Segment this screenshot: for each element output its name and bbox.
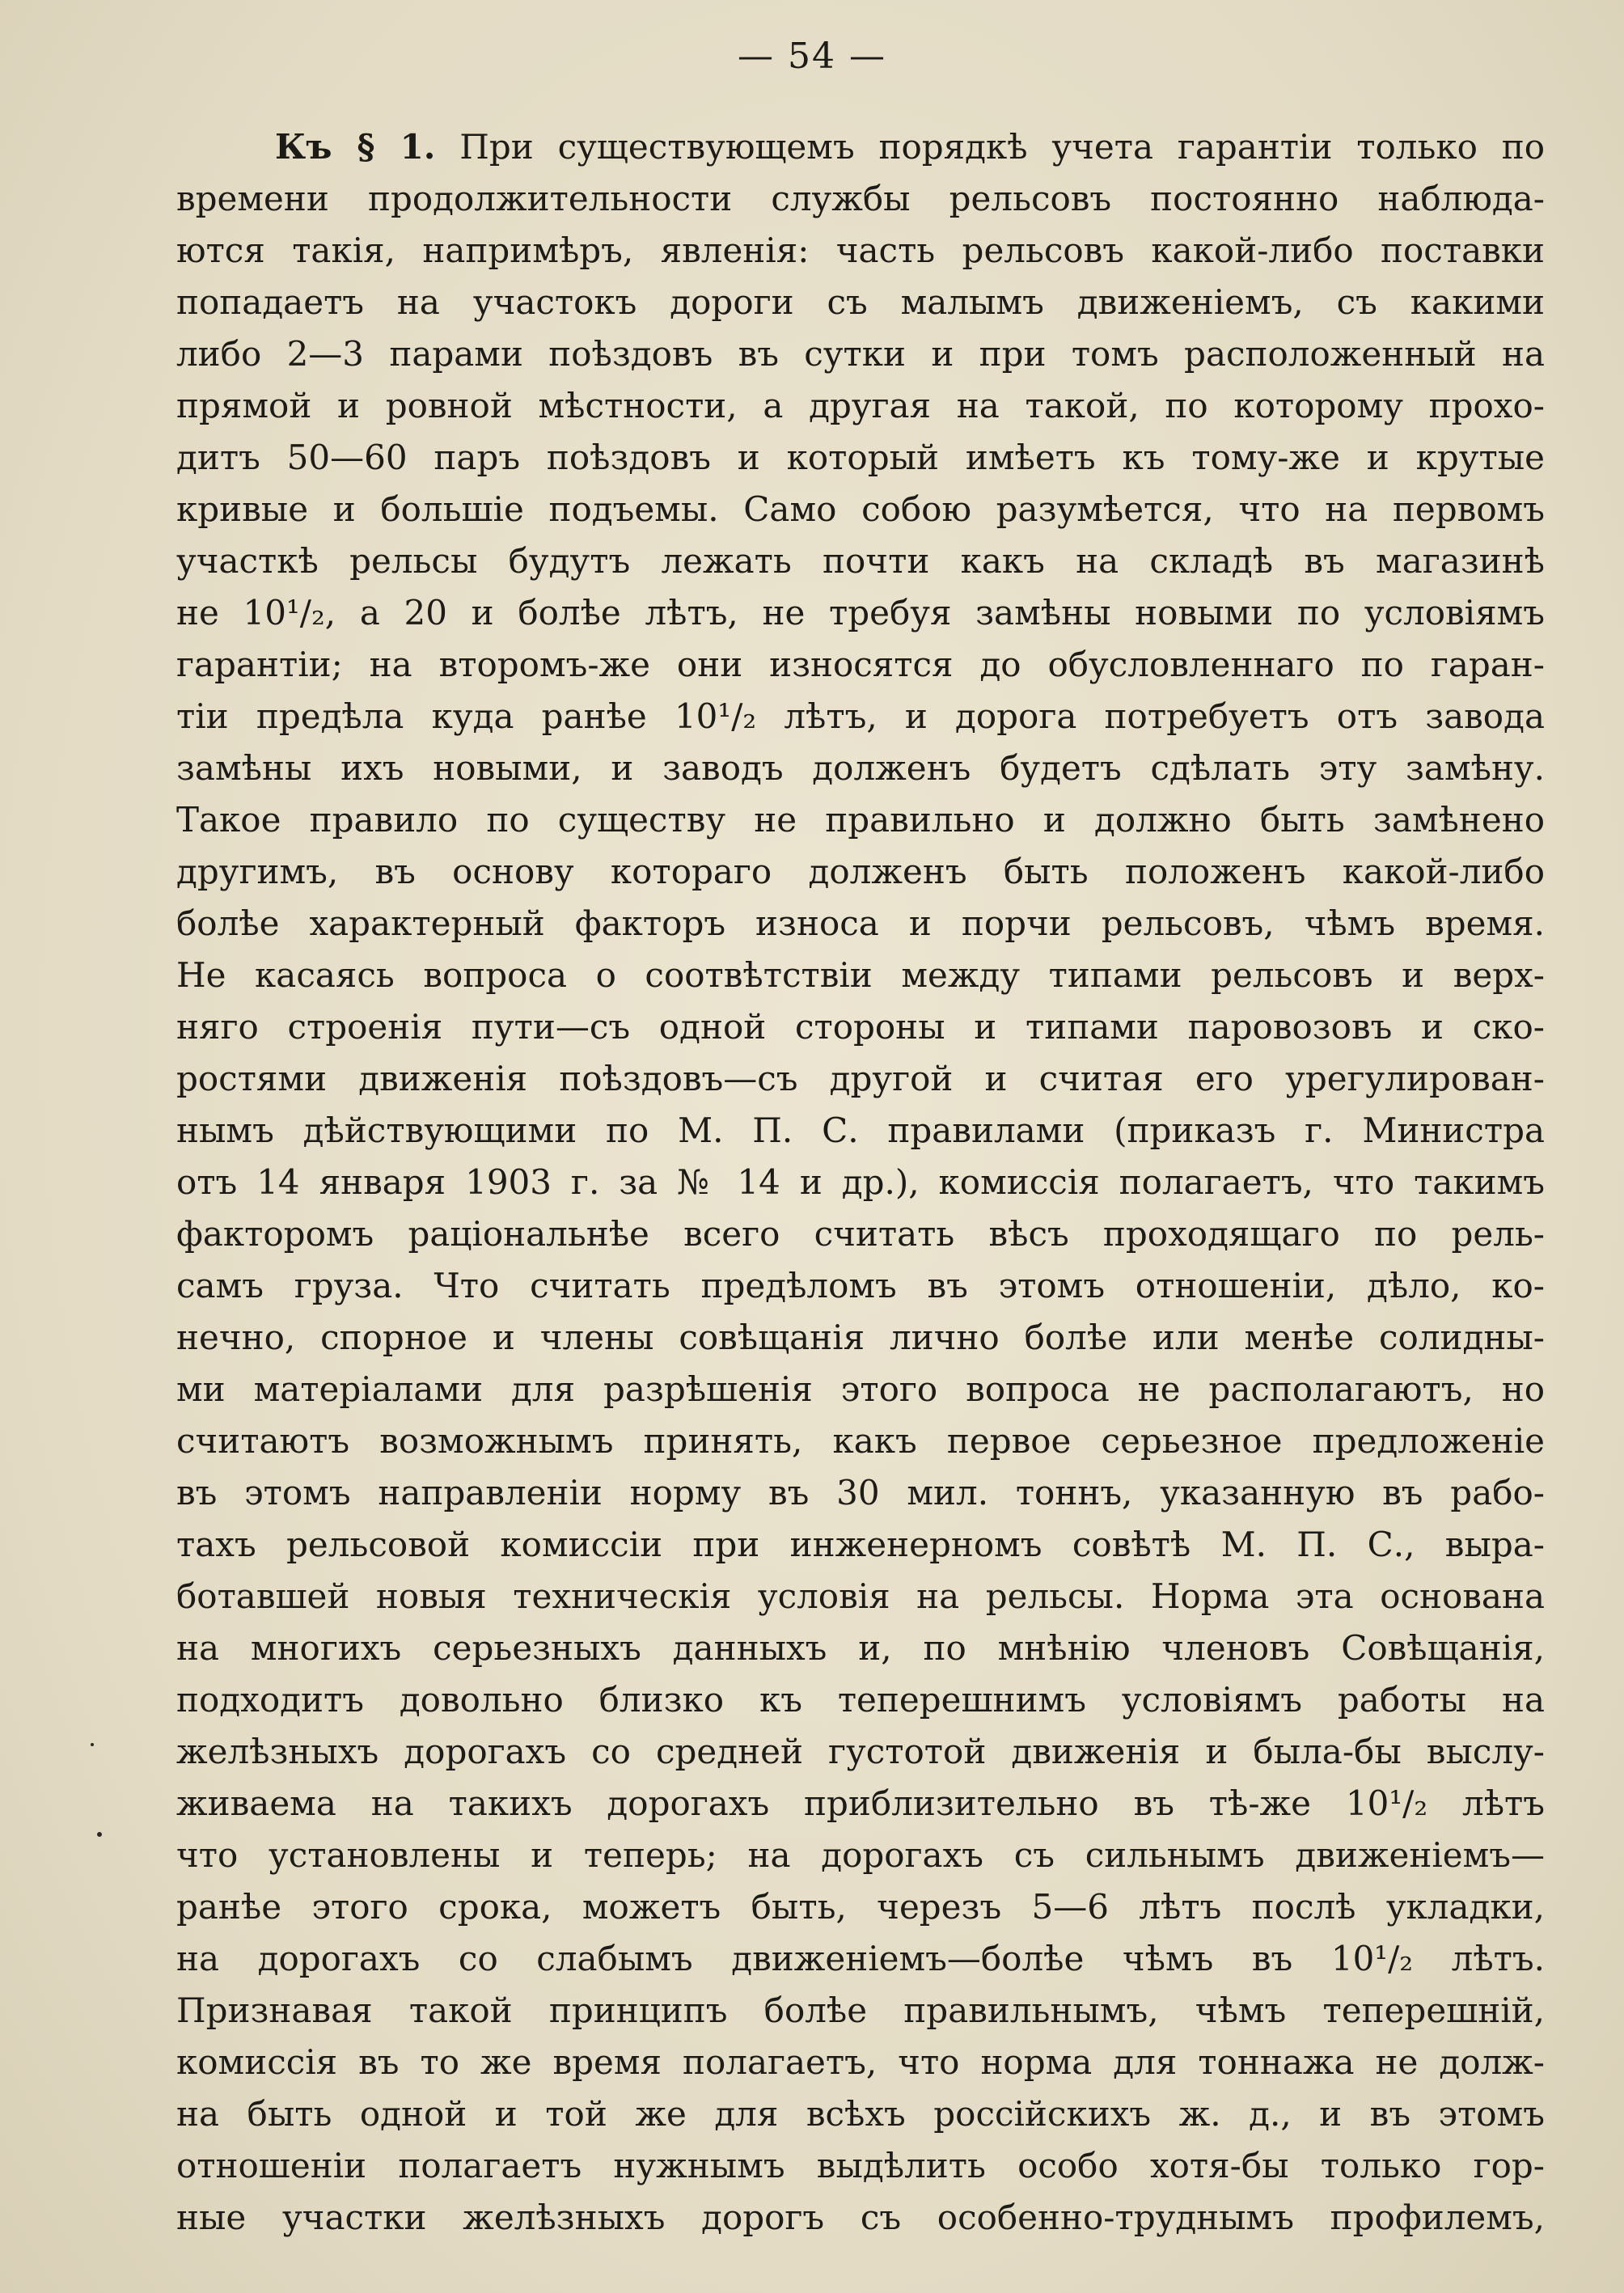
text-line: тахъ рельсовой комиссiи при инженерномъ совѣтѣ М. П. С., выра- [176,1525,1545,1564]
text-line: ботавшей новыя техническiя условiя на рельсы. Норма эта основана [176,1576,1545,1616]
text-line: на многихъ серьезныхъ данныхъ и, по мнѣнiю членовъ Совѣщанiя, [176,1628,1545,1668]
text-line: нечно, спорное и члены совѣщанiя лично болѣе или менѣе солидны- [176,1318,1545,1357]
text-line: участкѣ рельсы будутъ лежать почти какъ на складѣ въ магазинѣ [176,541,1545,581]
text-line: попадаетъ на участокъ дороги съ малымъ движенiемъ, съ какими [176,282,1545,322]
text-line: ранѣе этого срока, можетъ быть, черезъ 5—6 лѣтъ послѣ укладки, [176,1887,1545,1927]
text-line: дитъ 50—60 паръ поѣздовъ и который имѣетъ къ тому-же и крутые [176,438,1545,477]
text-line: отъ 14 января 1903 г. за № 14 и др.), комиссiя полагаетъ, что такимъ [176,1162,1545,1202]
text-line: ростями движенiя поѣздовъ—съ другой и считая его урегулирован- [176,1059,1545,1098]
text-line: подходитъ довольно близко къ теперешнимъ условiямъ работы на [176,1680,1545,1720]
paper-speck [91,1743,94,1746]
text-line: Не касаясь вопроса о соотвѣтствiи между типами рельсовъ и верх- [176,955,1545,995]
text-line: отношенiи полагаетъ нужнымъ выдѣлить особо хотя-бы только гор- [176,2146,1545,2185]
text-line: на быть одной и той же для всѣхъ россiйскихъ ж. д., и въ этомъ [176,2094,1545,2134]
text-line: что установлены и теперь; на дорогахъ съ сильнымъ движенiемъ— [176,1835,1545,1875]
first-line-text: При существующемъ порядкѣ учета гарантiи только по [435,127,1545,167]
text-line: няго строенiя пути—съ одной стороны и типами паровозовъ и ско- [176,1007,1545,1047]
text-line: гарантiи; на второмъ-же они износятся до обусловленнаго по гаран- [176,645,1545,684]
text-line: нымъ дѣйствующими по М. П. С. правилами (приказъ г. Министра [176,1111,1545,1150]
text-line: не 10¹/₂, а 20 и болѣе лѣтъ, не требуя замѣны новыми по условiямъ [176,593,1545,632]
text-line: ются такiя, напримѣръ, явленiя: часть рельсовъ какой-либо поставки [176,231,1545,270]
text-line: самъ груза. Что считать предѣломъ въ этомъ отношенiи, дѣло, ко- [176,1266,1545,1305]
text-line: комиссiя въ то же время полагаетъ, что норма для тоннажа не долж- [176,2042,1545,2082]
text-line: живаема на такихъ дорогахъ приблизительно въ тѣ-же 10¹/₂ лѣтъ [176,1783,1545,1823]
text-line: на дорогахъ со слабымъ движенiемъ—болѣе чѣмъ въ 10¹/₂ лѣтъ. [176,1939,1545,1978]
text-line: ми матерiалами для разрѣшенiя этого вопроса не располагаютъ, но [176,1369,1545,1409]
text-line: факторомъ рацiональнѣе всего считать вѣсъ проходящаго по рель- [176,1214,1545,1254]
text-line: въ этомъ направленiи норму въ 30 мил. тоннъ, указанную въ рабо- [176,1473,1545,1512]
text-line: желѣзныхъ дорогахъ со средней густотой движенiя и была-бы выслу- [176,1732,1545,1771]
text-line: замѣны ихъ новыми, и заводъ долженъ будетъ сдѣлать эту замѣну. [176,748,1545,788]
body-paragraph [176,121,1545,2244]
text-line: ные участки желѣзныхъ дорогъ съ особенно-труднымъ профилемъ, [176,2198,1545,2237]
page-number: — 54 — [738,36,886,77]
text-line: другимъ, въ основу котораго долженъ быть положенъ какой-либо [176,852,1545,891]
text-line: Признавая такой принципъ болѣе правильнымъ, чѣмъ теперешнiй, [176,1991,1545,2030]
paper-speck [97,1832,102,1837]
section-reference: Къ § 1. [275,127,436,167]
text-line: кривые и большiе подъемы. Само собою разумѣется, что на первомъ [176,489,1545,529]
text-line: прямой и ровной мѣстности, а другая на такой, по которому прохо- [176,386,1545,425]
text-line: считаютъ возможнымъ принять, какъ первое серьезное предложенiе [176,1421,1545,1461]
text-line: Такое правило по существу не правильно и должно быть замѣнено [176,800,1545,840]
text-line: либо 2—3 парами поѣздовъ въ сутки и при томъ расположенный на [176,334,1545,374]
text-line: тiи предѣла куда ранѣе 10¹/₂ лѣтъ, и дорога потребуетъ отъ завода [176,696,1545,736]
paragraph-first-line [176,121,1545,173]
text-line: времени продолжительности службы рельсовъ постоянно наблюда- [176,179,1545,218]
text-line: болѣе характерный факторъ износа и порчи рельсовъ, чѣмъ время. [176,903,1545,943]
